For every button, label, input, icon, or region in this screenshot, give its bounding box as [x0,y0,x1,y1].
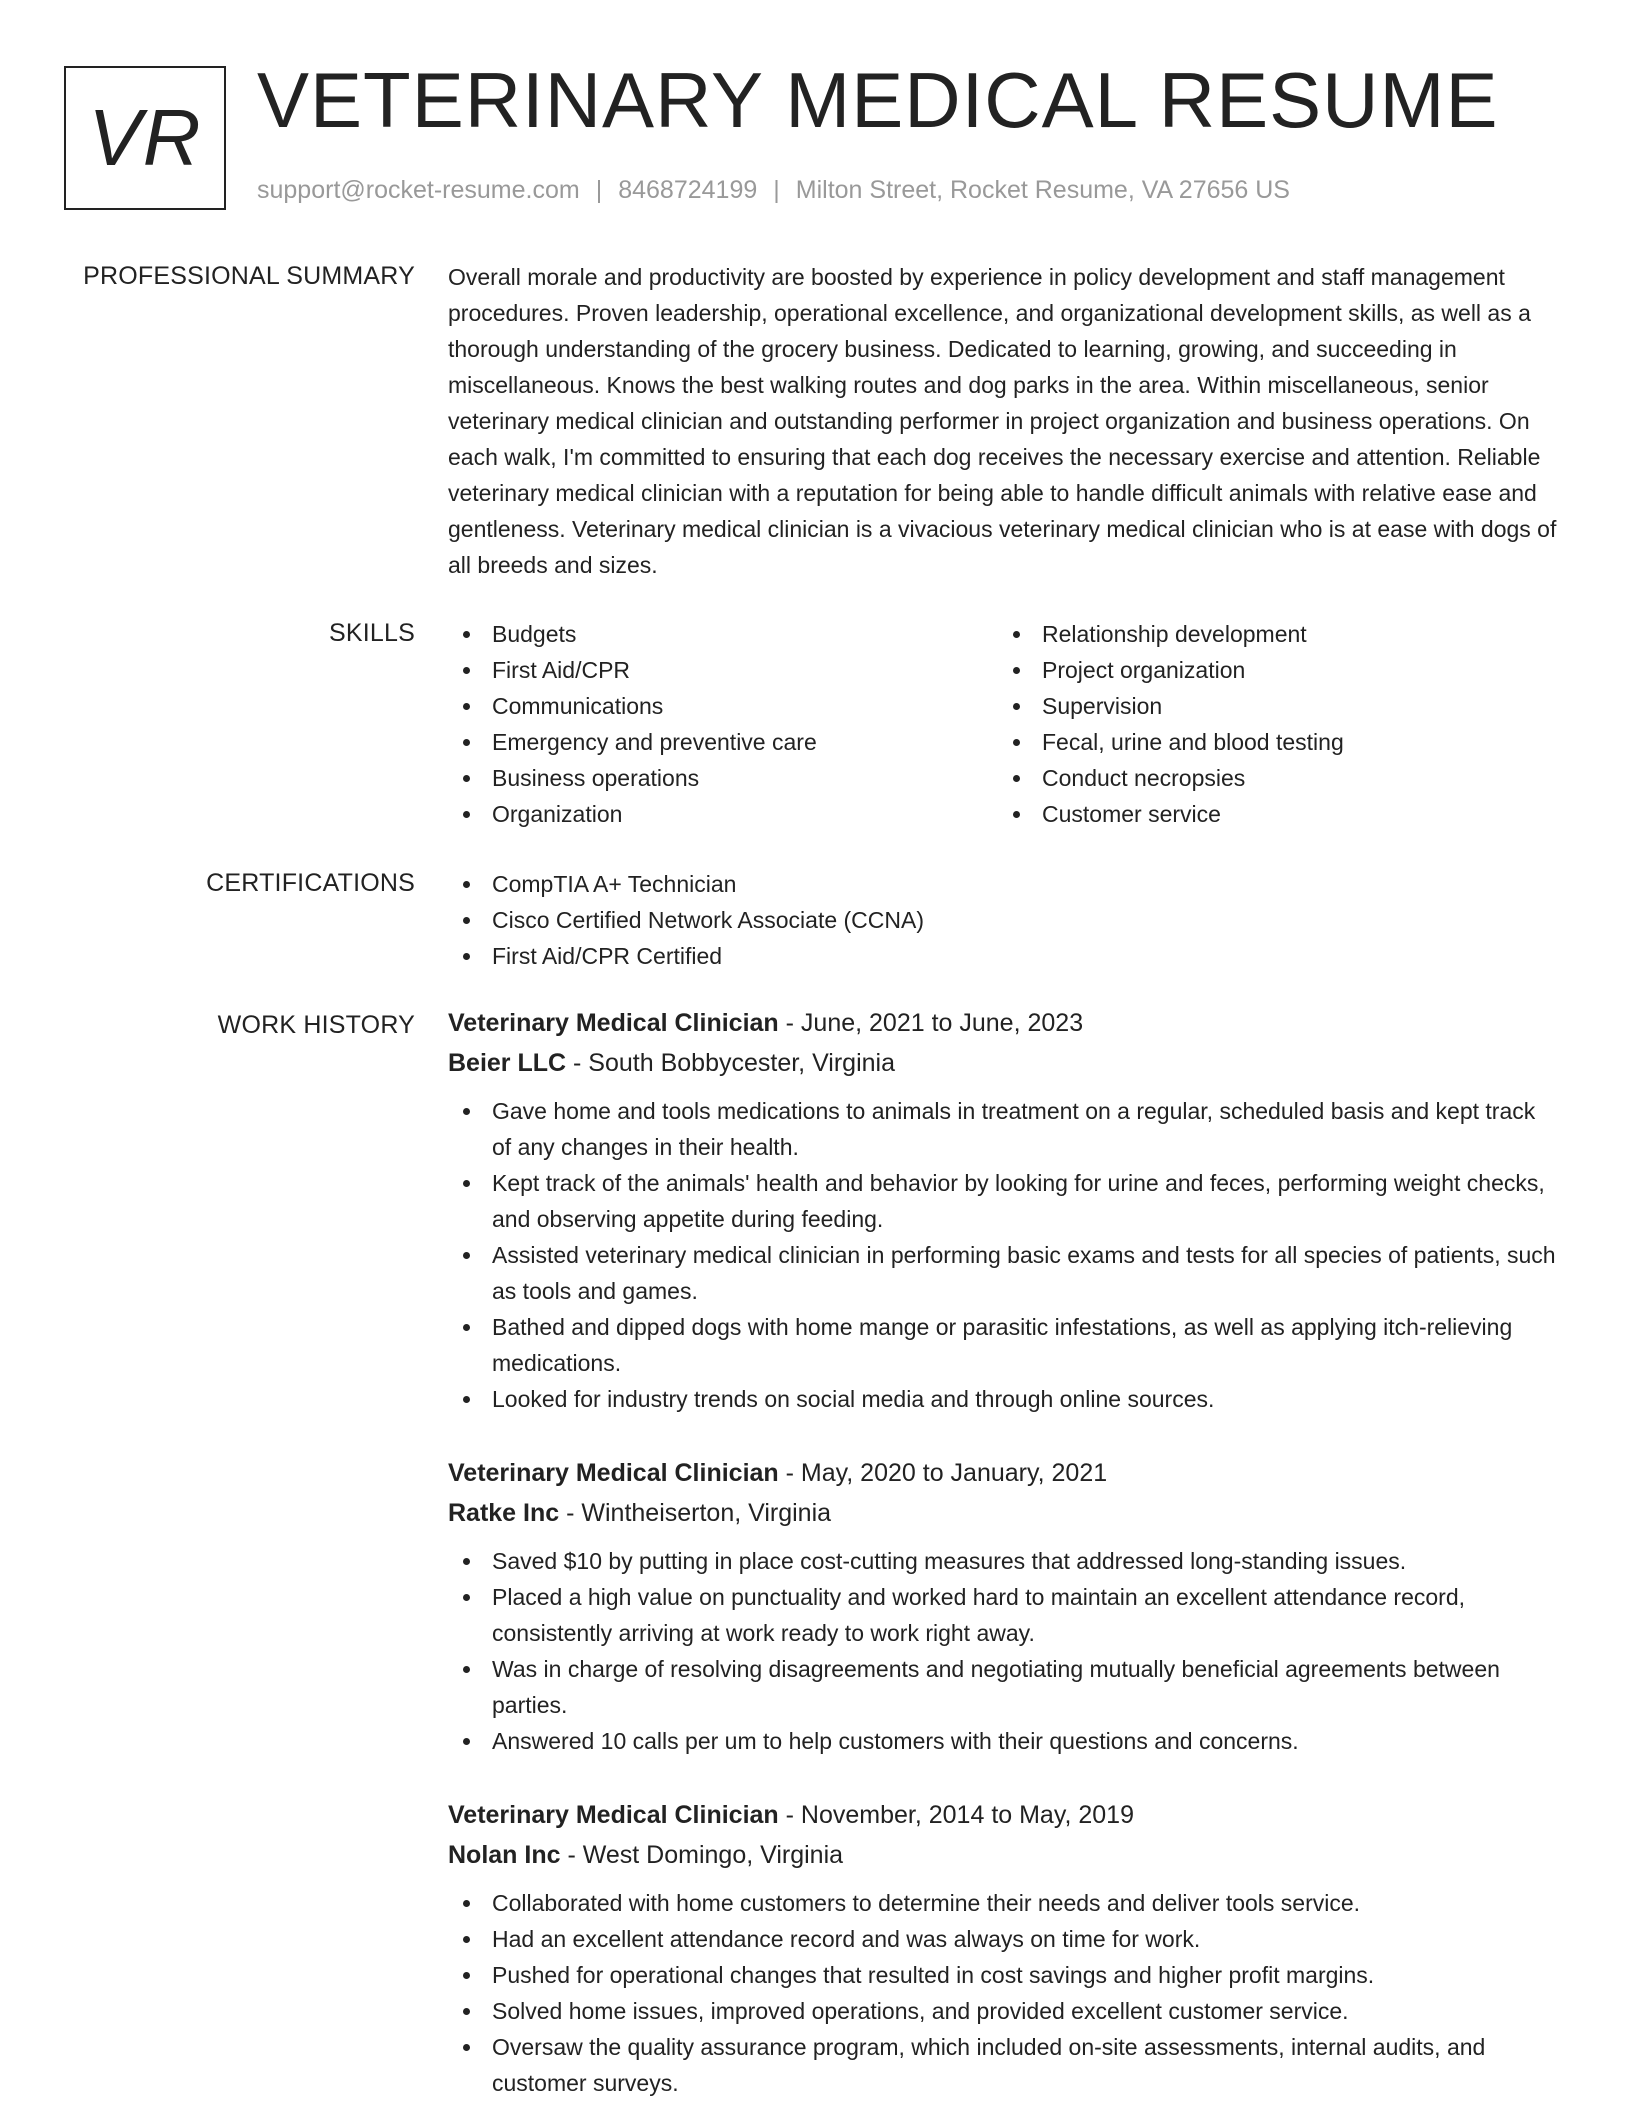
skill-item: Supervision [998,688,1548,724]
summary-text: Overall morale and productivity are boosted by experience in policy development and staff management procedures. Proven leadership, operational excellence, and organizational development skills, as well as a thorough understanding of the grocery business. Dedicated to learning, growing, and succeeding in miscellaneous. Knows the best walking routes and dog parks in the area. Within miscellaneous, senior veterinary medical clinician and outstanding performer in project organization and business operations. On each walk, I'm committed to ensuring that each dog receives the necessary exercise and attention. Reliable veterinary medical clinician with a reputation for being able to handle difficult animals with relative ease and gentleness. Veterinary medical clinician is a vivacious veterinary medical clinician who is at ease with dogs of all breeds and sizes. [448,264,1557,578]
job-role: Veterinary Medical Clinician [448,1801,779,1829]
work-history-body [448,1003,1560,2112]
job-company-line [448,1043,1560,1083]
job-bullet: Had an excellent attendance record and was always on time for work. [448,1921,1560,1957]
skill-item: Conduct necropsies [998,760,1548,796]
job-location: - South Bobbycester, Virginia [566,1049,895,1077]
job-title-line [448,1795,1560,1835]
skill-item: Relationship development [998,616,1548,652]
job-bullet: Saved $10 by putting in place cost-cutting measures that addressed long-standing issues. [448,1543,1560,1579]
job-title-line [448,1003,1560,1043]
job-role: Veterinary Medical Clinician [448,1009,779,1037]
job-dates: - May, 2020 to January, 2021 [778,1459,1108,1487]
contact-separator: | [595,176,603,204]
skill-item: Emergency and preventive care [448,724,998,760]
skill-item: Fecal, urine and blood testing [998,724,1548,760]
contact-line [257,176,1290,205]
job-location: - West Domingo, Virginia [560,1841,844,1869]
job-bullets [448,1543,1560,1759]
job-bullet: Pushed for operational changes that resulted in cost savings and higher profit margins. [448,1957,1560,1993]
job-title-line [448,1453,1560,1493]
skill-item: First Aid/CPR [448,652,998,688]
job-bullet: Assisted veterinary medical clinician in performing basic exams and tests for all species of patients, such as tools and games. [448,1237,1560,1309]
contact-address: Milton Street, Rocket Resume, VA 27656 US [795,176,1290,204]
skill-item: Organization [448,796,998,832]
job-bullet: Collaborated with home customers to determine their needs and deliver tools service. [448,1885,1560,1921]
contact-email: support@rocket-resume.com [257,176,580,204]
skill-item: Project organization [998,652,1548,688]
skill-item: Business operations [448,760,998,796]
certifications-body [448,866,1560,974]
job-company: Nolan Inc [448,1841,561,1869]
job-dates: - November, 2014 to May, 2019 [778,1801,1134,1829]
job-entry [448,1003,1560,1417]
section-title-work: WORK HISTORY [217,1011,415,1039]
certification-item: First Aid/CPR Certified [448,938,1560,974]
job-bullet: Bathed and dipped dogs with home mange or parasitic infestations, as well as applying itch-relieving medications. [448,1309,1560,1381]
job-company: Ratke Inc [448,1499,560,1527]
job-bullet: Answered 10 calls per um to help customers with their questions and concerns. [448,1723,1560,1759]
certifications-list [448,866,1560,974]
job-company-line [448,1493,1560,1533]
certification-item: CompTIA A+ Technician [448,866,1560,902]
job-bullet: Was in charge of resolving disagreements and negotiating mutually beneficial agreements between parties. [448,1651,1560,1723]
job-entry [448,1453,1560,1759]
job-bullet: Looked for industry trends on social media and through online sources. [448,1381,1560,1417]
job-dates: - June, 2021 to June, 2023 [778,1009,1084,1037]
job-bullets [448,1093,1560,1417]
contact-phone: 8468724199 [618,176,758,204]
job-bullet: Kept track of the animals' health and behavior by looking for urine and feces, performing weight checks, and observing appetite during feeding. [448,1165,1560,1237]
skill-item: Budgets [448,616,998,652]
job-bullet: Oversaw the quality assurance program, which included on-site assessments, internal audits, and customer surveys. [448,2029,1560,2101]
job-bullet: Placed a high value on punctuality and worked hard to maintain an excellent attendance record, consistently arriving at work ready to work right away. [448,1579,1560,1651]
job-role: Veterinary Medical Clinician [448,1459,779,1487]
monogram-logo: VR [64,66,226,210]
section-title-certifications: CERTIFICATIONS [206,869,415,897]
skill-item: Communications [448,688,998,724]
job-entry [448,1795,1560,2101]
section-title-summary: PROFESSIONAL SUMMARY [83,262,415,290]
skills-list-right [998,616,1548,832]
job-company: Beier LLC [448,1049,567,1077]
job-bullet: Gave home and tools medications to animals in treatment on a regular, scheduled basis and kept track of any changes in their health. [448,1093,1560,1165]
contact-separator: | [773,176,780,204]
job-bullets [448,1885,1560,2101]
job-bullet: Solved home issues, improved operations, and provided excellent customer service. [448,1993,1560,2029]
skill-item: Customer service [998,796,1548,832]
summary-body [448,259,1560,583]
certification-item: Cisco Certified Network Associate (CCNA) [448,902,1560,938]
section-title-skills: SKILLS [329,619,415,647]
skills-grid [448,616,1560,832]
job-location: - Wintheiserton, Virginia [559,1499,832,1527]
skills-list-left [448,616,998,832]
resume-title: VETERINARY MEDICAL RESUME [257,56,1499,144]
job-company-line [448,1835,1560,1875]
